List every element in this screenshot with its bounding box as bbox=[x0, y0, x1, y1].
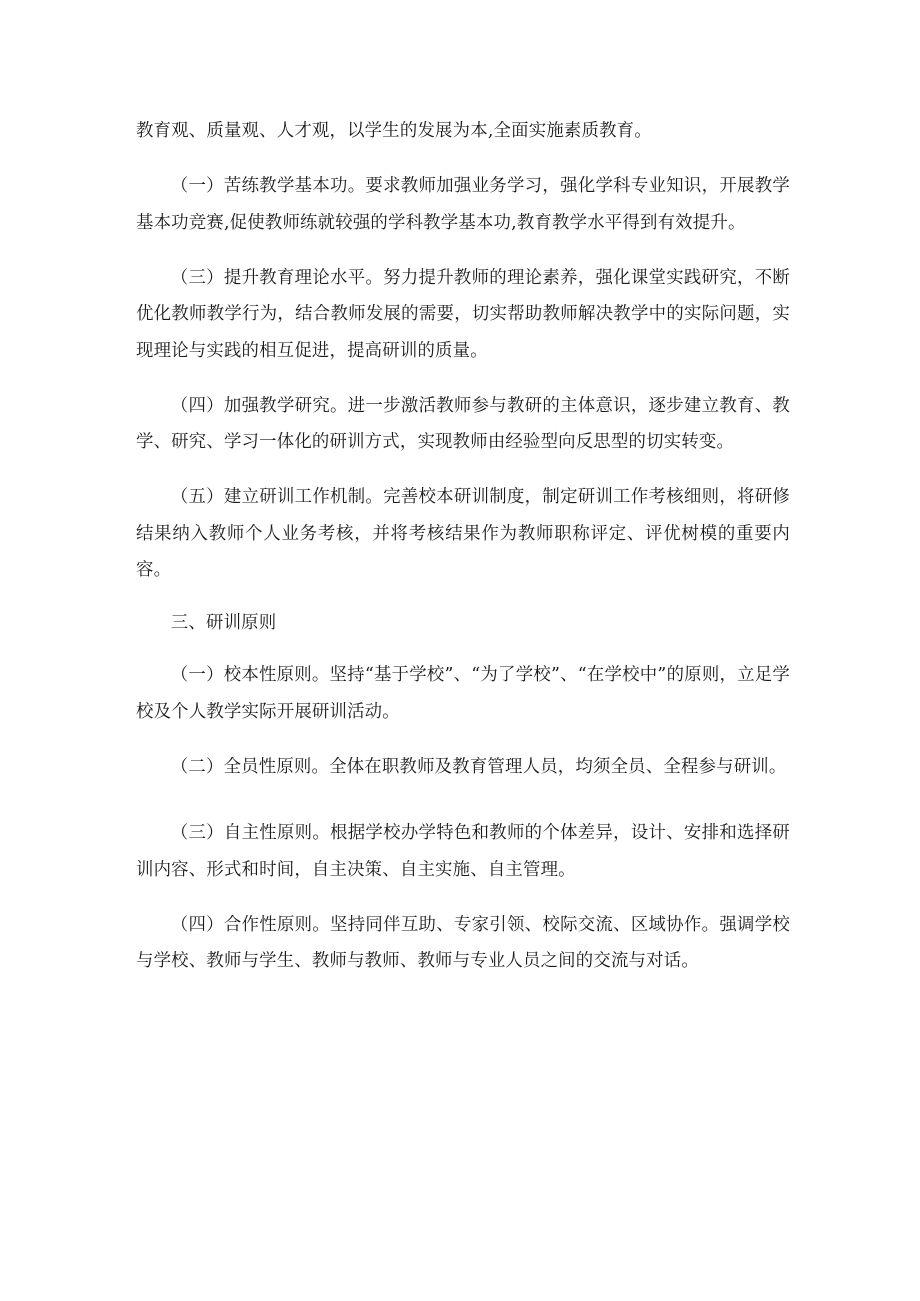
paragraph-basic-skills: （一）苦练教学基本功。要求教师加强业务学习，强化学科专业知识，开展教学基本功竞赛,促使教师练就较强的学科教学基本功,教育教学水平得到有效提升。 bbox=[136, 176, 790, 233]
paragraph-all-staff-principle: （二）全员性原则。全体在职教师及教育管理人员，均须全员、全程参与研训。 bbox=[170, 756, 787, 777]
paragraph-work-mechanism: （五）建立研训工作机制。完善校本研训制度，制定研训工作考核细则，将研修结果纳入教师个人业务考核，并将考核结果作为教师职称评定、评优树模的重要内容。 bbox=[136, 487, 790, 580]
section-heading-principles: 三、研训原则 bbox=[170, 612, 277, 633]
paragraph-school-based-principle: （一）校本性原则。坚持“基于学校”、“为了学校”、“在学校中”的原则，立足学校及个人教学实际开展研训活动。 bbox=[136, 665, 790, 722]
paragraph-theory-level: （三）提升教育理论水平。努力提升教师的理论素养，强化课堂实践研究，不断优化教师教学行为，结合教师发展的需要，切实帮助教师解决教学中的实际问题，实现理论与实践的相互促进，提高研训的质量。 bbox=[136, 267, 790, 361]
paragraph-teaching-research: （四）加强教学研究。进一步激活教师参与教研的主体意识，逐步建立教育、教学、研究、学习一体化的研训方式，实现教师由经验型向反思型的切实转变。 bbox=[136, 395, 790, 452]
paragraph-cooperation-principle: （四）合作性原则。坚持同伴互助、专家引领、校际交流、区域协作。强调学校与学校、教师与学生、教师与教师、教师与专业人员之间的交流与对话。 bbox=[136, 914, 790, 971]
paragraph-autonomy-principle: （三）自主性原则。根据学校办学特色和教师的个体差异，设计、安排和选择研训内容、形式和时间，自主决策、自主实施、自主管理。 bbox=[136, 823, 790, 880]
paragraph-continuation: 教育观、质量观、人才观，以学生的发展为本,全面实施素质教育。 bbox=[136, 121, 652, 141]
